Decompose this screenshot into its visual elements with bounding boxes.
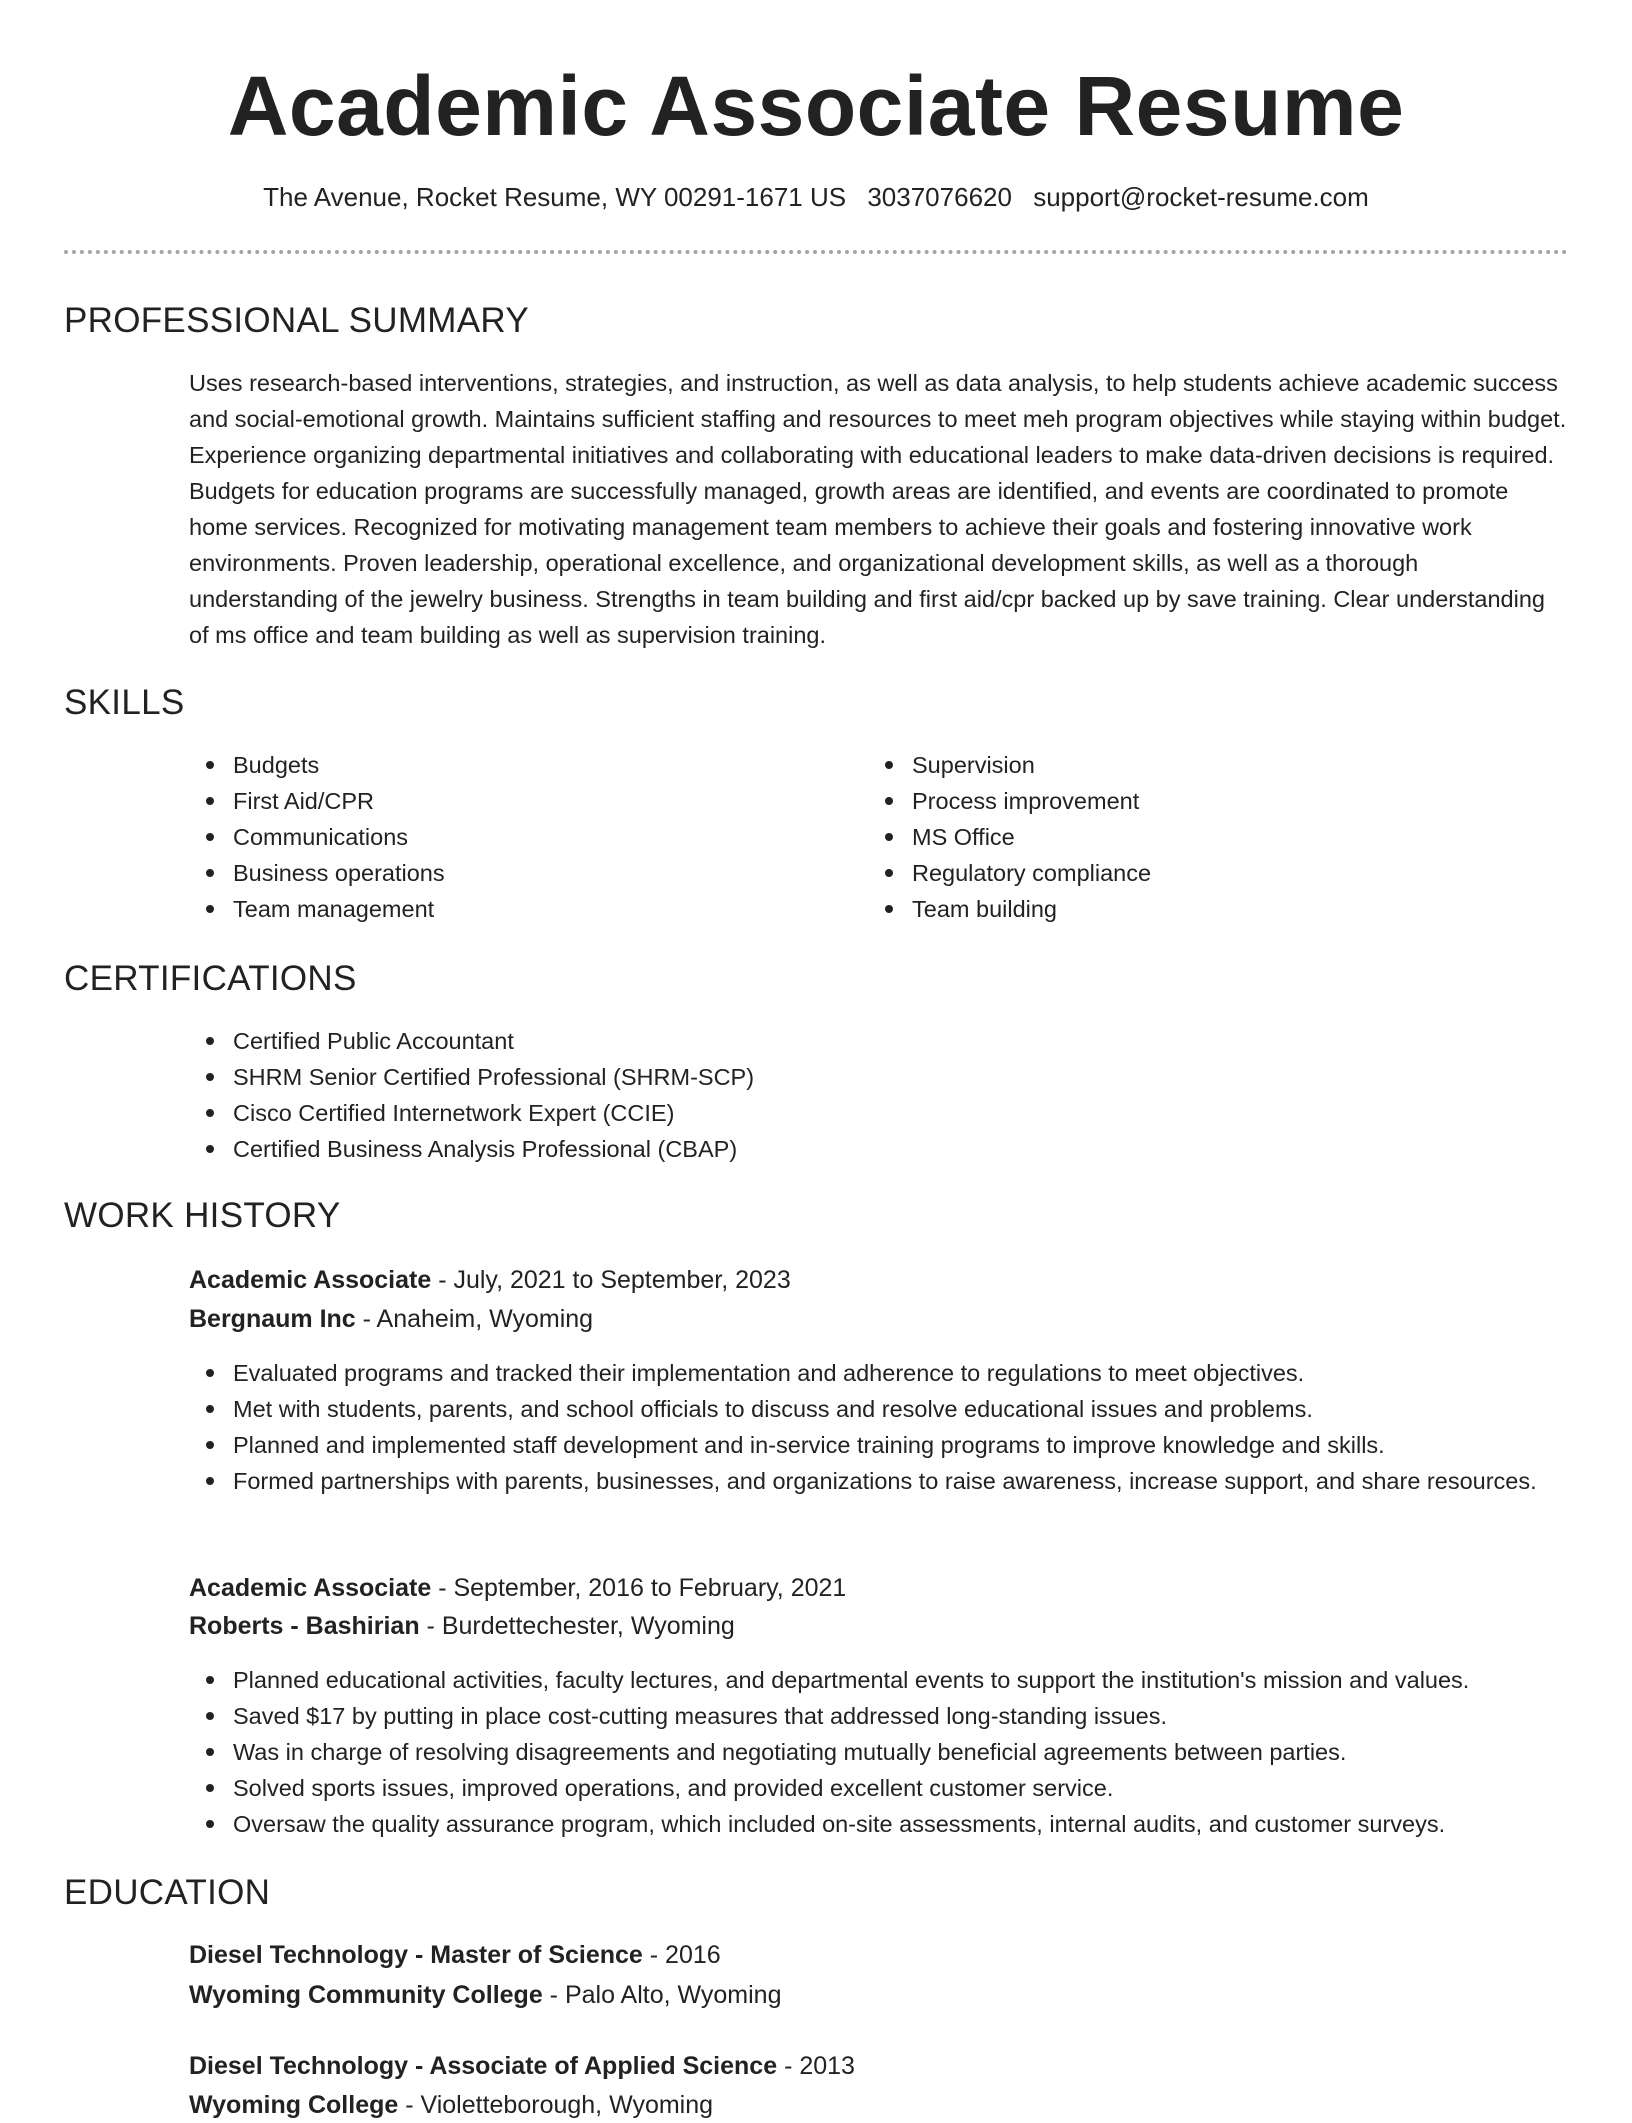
certifications-heading: CERTIFICATIONS <box>64 959 357 998</box>
education-degree-line <box>189 2048 855 2084</box>
job-bullet: Planned educational activities, faculty lectures, and departmental events to support the institution's mission and values. <box>189 1662 1609 1698</box>
job-title: Academic Associate <box>189 1266 432 1294</box>
resume-title: Academic Associate Resume <box>227 59 1405 153</box>
job-dates: - July, 2021 to September, 2023 <box>431 1266 791 1294</box>
summary-text: Uses research-based interventions, strategies, and instruction, as well as data analysis, to help students achieve academic success and social-emotional growth. Maintains sufficient staffing and resources to meet meh program objectives while staying within budget. Experience organizing departmental initiatives and collaborating with educational leaders to make data-driven decisions is required. Budgets for education programs are successfully managed, growth areas are identified, and events are coordinated to promote home services. Recognized for motivating management team members to achieve their goals and fostering innovative work environments. Proven leadership, operational excellence, and organizational development skills, as well as a thorough understanding of the jewelry business. Strengths in team building and first aid/cpr backed up by save training. Clear understanding of ms office and team building as well as supervision training. <box>189 370 1567 648</box>
education-school: Wyoming Community College <box>189 1981 543 2009</box>
skill-item: MS Office <box>868 819 1508 855</box>
skill-item: Regulatory compliance <box>868 855 1508 891</box>
skill-item: Communications <box>189 819 829 855</box>
certifications-list <box>189 1023 1569 1167</box>
certification-item: SHRM Senior Certified Professional (SHRM-SCP) <box>189 1059 1569 1095</box>
work-history-heading: WORK HISTORY <box>64 1196 341 1235</box>
skill-item: Supervision <box>868 747 1508 783</box>
job-bullet: Saved $17 by putting in place cost-cutting measures that addressed long-standing issues. <box>189 1698 1609 1734</box>
skill-item: Team management <box>189 891 829 927</box>
education-year: - 2016 <box>642 1941 721 1969</box>
job-location: - Burdettechester, Wyoming <box>419 1612 735 1640</box>
skills-heading: SKILLS <box>64 683 185 722</box>
job-bullet: Evaluated programs and tracked their implementation and adherence to regulations to meet objectives. <box>189 1355 1579 1391</box>
skill-item: Team building <box>868 891 1508 927</box>
skills-list-left <box>189 747 829 927</box>
job-bullets <box>189 1662 1609 1842</box>
job-company: Roberts - Bashirian <box>189 1612 420 1640</box>
job-company: Bergnaum Inc <box>189 1305 356 1333</box>
job-bullet: Planned and implemented staff development and in-service training programs to improve knowledge and skills. <box>189 1427 1579 1463</box>
header-divider <box>64 250 1568 254</box>
job-location: - Anaheim, Wyoming <box>355 1305 594 1333</box>
education-school-line <box>189 2087 713 2123</box>
job-bullet: Formed partnerships with parents, businesses, and organizations to raise awareness, increase support, and share resources. <box>189 1463 1579 1499</box>
skill-item: Process improvement <box>868 783 1508 819</box>
education-degree: Diesel Technology - Associate of Applied Science <box>189 2052 778 2080</box>
job-bullet: Solved sports issues, improved operations, and provided excellent customer service. <box>189 1770 1609 1806</box>
skill-item: First Aid/CPR <box>189 783 829 819</box>
education-school: Wyoming College <box>189 2091 399 2119</box>
certification-item: Cisco Certified Internetwork Expert (CCIE) <box>189 1095 1569 1131</box>
education-school-line <box>189 1977 782 2013</box>
contact-address: The Avenue, Rocket Resume, WY 00291-1671 US <box>263 182 847 212</box>
certification-item: Certified Business Analysis Professional (CBAP) <box>189 1131 1569 1167</box>
skills-list-right <box>868 747 1508 927</box>
job-title: Academic Associate <box>189 1574 432 1602</box>
summary-heading: PROFESSIONAL SUMMARY <box>64 301 529 340</box>
education-location: - Violetteborough, Wyoming <box>398 2091 714 2119</box>
job-bullet: Was in charge of resolving disagreements and negotiating mutually beneficial agreements between parties. <box>189 1734 1609 1770</box>
contact-phone: 3037076620 <box>867 182 1012 212</box>
job-company-line <box>189 1608 735 1644</box>
skill-item: Budgets <box>189 747 829 783</box>
job-title-line <box>189 1262 791 1298</box>
skill-item: Business operations <box>189 855 829 891</box>
contact-email: support@rocket-resume.com <box>1033 182 1369 212</box>
education-year: - 2013 <box>777 2052 855 2080</box>
job-dates: - September, 2016 to February, 2021 <box>431 1574 847 1602</box>
education-location: - Palo Alto, Wyoming <box>542 1981 782 2009</box>
job-title-line <box>189 1570 846 1606</box>
job-bullet: Oversaw the quality assurance program, which included on-site assessments, internal audits, and customer surveys. <box>189 1806 1609 1842</box>
job-bullets <box>189 1355 1579 1499</box>
contact-line <box>0 180 1632 214</box>
job-bullet: Met with students, parents, and school officials to discuss and resolve educational issues and problems. <box>189 1391 1579 1427</box>
education-degree-line <box>189 1937 721 1973</box>
certification-item: Certified Public Accountant <box>189 1023 1569 1059</box>
education-heading: EDUCATION <box>64 1873 271 1912</box>
education-degree: Diesel Technology - Master of Science <box>189 1941 643 1969</box>
job-company-line <box>189 1301 593 1337</box>
